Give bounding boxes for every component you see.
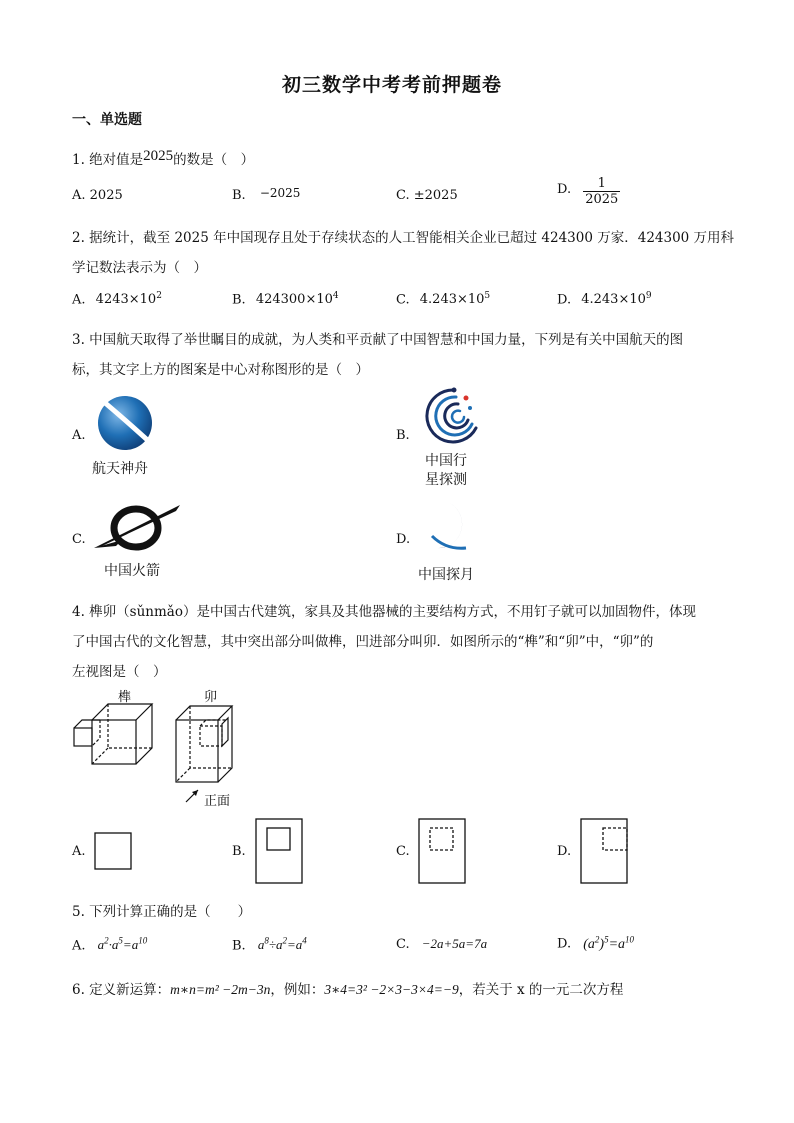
expr-part: =a — [608, 936, 626, 952]
q2-option-d-base: 4.243×10 — [581, 292, 646, 308]
q2-option-b-exponent: 4 — [332, 291, 339, 301]
q1-option-d-fraction — [583, 176, 620, 207]
page-title: 初三数学中考考前押题卷 — [282, 74, 503, 96]
expr-exp: 5 — [604, 934, 609, 944]
q1-option-b-value: −2025 — [259, 186, 301, 200]
q5-option-d-label: D. — [557, 936, 572, 952]
q2-option-b-base: 424300×10 — [255, 292, 333, 308]
figure-label-sun: 榫 — [118, 690, 132, 705]
q4-option-d-label: D. — [557, 844, 572, 859]
expr-exp: 5 — [118, 936, 123, 946]
q1-option-b-label: B. — [232, 188, 246, 203]
q6-definition: m∗n=m² −2m−3n — [170, 982, 271, 997]
q2-option-c-exponent: 5 — [484, 291, 491, 301]
question-6-stem — [72, 978, 623, 998]
expr-exp: 2 — [104, 936, 109, 946]
q4-option-a-label: A. — [72, 844, 86, 859]
q1-option-a: A. 2025 — [72, 188, 123, 203]
q4-option-c-figure — [418, 818, 468, 886]
q6-mid: ，例如： — [270, 982, 325, 998]
moon-logo-icon — [426, 496, 478, 554]
q5-option-b — [232, 936, 307, 953]
q6-example: 3∗4=3² −2×3−3×4=−9 — [324, 982, 459, 997]
expr-part: a — [257, 937, 265, 953]
q3-option-d-caption: 中国探月 — [418, 567, 474, 583]
figure-label-front: 正面 — [204, 794, 231, 809]
q1-option-c: C. ±2025 — [396, 188, 458, 203]
question-1-stem — [72, 148, 254, 169]
fraction-denominator: 2025 — [585, 192, 619, 207]
question-4-line-1: 4. 榫卯（sǔnmǎo）是中国古代建筑，家具及其他器械的主要结构方式，不用钉子就可以加固物件，体现 — [72, 604, 696, 620]
q2-option-c-base: 4.243×10 — [419, 292, 485, 308]
q3-option-d-label: D. — [396, 532, 411, 547]
q1-option-d-label: D. — [557, 182, 572, 197]
rocket-ring-logo-icon — [92, 502, 182, 554]
q5-option-c — [396, 936, 487, 952]
q3-option-a-caption: 航天神舟 — [92, 461, 148, 477]
q6-post: ，若关于 x 的一元二次方程 — [458, 982, 624, 998]
q2-option-b-label: B. — [232, 292, 246, 308]
expr-exp: 4 — [302, 936, 307, 946]
q2-option-d — [557, 291, 652, 307]
q1-stem-post: 的数是（ ） — [173, 152, 255, 168]
q5-option-d — [557, 934, 634, 953]
q1-option-d — [557, 176, 620, 207]
q5-option-b-label: B. — [232, 938, 246, 954]
question-4-line-2: 了中国古代的文化智慧，其中突出部分叫做榫，凹进部分叫卯．如图所示的“榫”和“卯”中，“卯”的 — [72, 634, 654, 650]
q2-option-c — [396, 291, 490, 307]
q5-option-a — [72, 936, 147, 953]
question-4-line-3: 左视图是（ ） — [72, 664, 167, 680]
fraction-numerator: 1 — [583, 176, 620, 192]
expr-exp: 8 — [264, 936, 269, 946]
question-5-stem: 5. 下列计算正确的是（ ） — [72, 904, 252, 920]
expr-part: a — [97, 937, 105, 953]
expr-exp: 2 — [594, 934, 600, 944]
q3-option-b-caption-line-2: 星探测 — [425, 472, 467, 488]
expr-exp: 10 — [138, 936, 148, 946]
expr-part: ·a — [108, 937, 119, 953]
q4-option-b-figure — [255, 818, 305, 886]
question-3-line-1: 3. 中国航天取得了举世瞩目的成就，为人类和平贡献了中国智慧和中国力量，下列是有关中国航天的图 — [72, 332, 684, 348]
q3-option-c-label: C. — [72, 532, 86, 547]
q2-option-b — [232, 291, 339, 307]
expr-part: ÷a — [268, 937, 283, 953]
expr-exp: 10 — [625, 934, 635, 944]
q4-option-c-label: C. — [396, 844, 410, 859]
q3-option-a-label: A. — [72, 428, 86, 443]
q6-pre: 6. 定义新运算： — [72, 982, 171, 998]
q5-option-c-expression: −2a+5a=7a — [421, 936, 488, 951]
section-heading: 一、单选题 — [72, 112, 142, 128]
q1-stem-num: 2025 — [143, 148, 174, 164]
q2-option-a-exponent: 2 — [156, 291, 162, 301]
expr-exp: 2 — [282, 936, 287, 946]
question-2-line-1: 2. 据统计，截至 2025 年中国现存且处于存续状态的人工智能相关企业已超过 424300 万家．424300 万用科 — [72, 230, 735, 246]
sphere-logo-icon — [96, 394, 158, 454]
q2-option-a — [72, 291, 162, 307]
question-2-line-2: 学记数法表示为（ ） — [72, 260, 207, 276]
question-3-line-2: 标，其文字上方的图案是中心对称图形的是（ ） — [72, 362, 369, 378]
q5-option-c-label: C. — [396, 937, 410, 952]
figure-label-mao: 卯 — [204, 690, 218, 705]
q5-option-a-expression — [98, 937, 148, 952]
q3-option-b-label: B. — [396, 428, 410, 443]
expr-part: =a — [122, 937, 139, 953]
q2-option-d-label: D. — [557, 292, 572, 308]
q1-option-b — [232, 188, 300, 203]
q2-option-a-base: 4243×10 — [95, 292, 157, 308]
q4-option-d-figure — [580, 818, 630, 886]
expr-part: (a — [583, 936, 595, 952]
q1-stem-pre: 1. 绝对值是 — [72, 152, 144, 168]
orbit-rings-logo-icon — [420, 384, 482, 446]
expr-part: =a — [286, 937, 303, 953]
q2-option-a-label: A. — [72, 292, 86, 308]
q2-option-d-exponent: 9 — [645, 291, 652, 301]
q5-option-d-expression — [583, 934, 635, 952]
expr-part: ) — [599, 936, 605, 952]
tenon-figure — [70, 700, 160, 766]
q5-option-a-label: A. — [72, 938, 86, 954]
q2-option-c-label: C. — [396, 292, 410, 308]
q4-option-b-label: B. — [232, 844, 246, 859]
q4-option-a-figure — [94, 832, 134, 872]
q5-option-b-expression — [258, 937, 307, 952]
q3-option-c-caption: 中国火箭 — [104, 563, 160, 579]
q3-option-b-caption-line-1: 中国行 — [425, 453, 467, 469]
